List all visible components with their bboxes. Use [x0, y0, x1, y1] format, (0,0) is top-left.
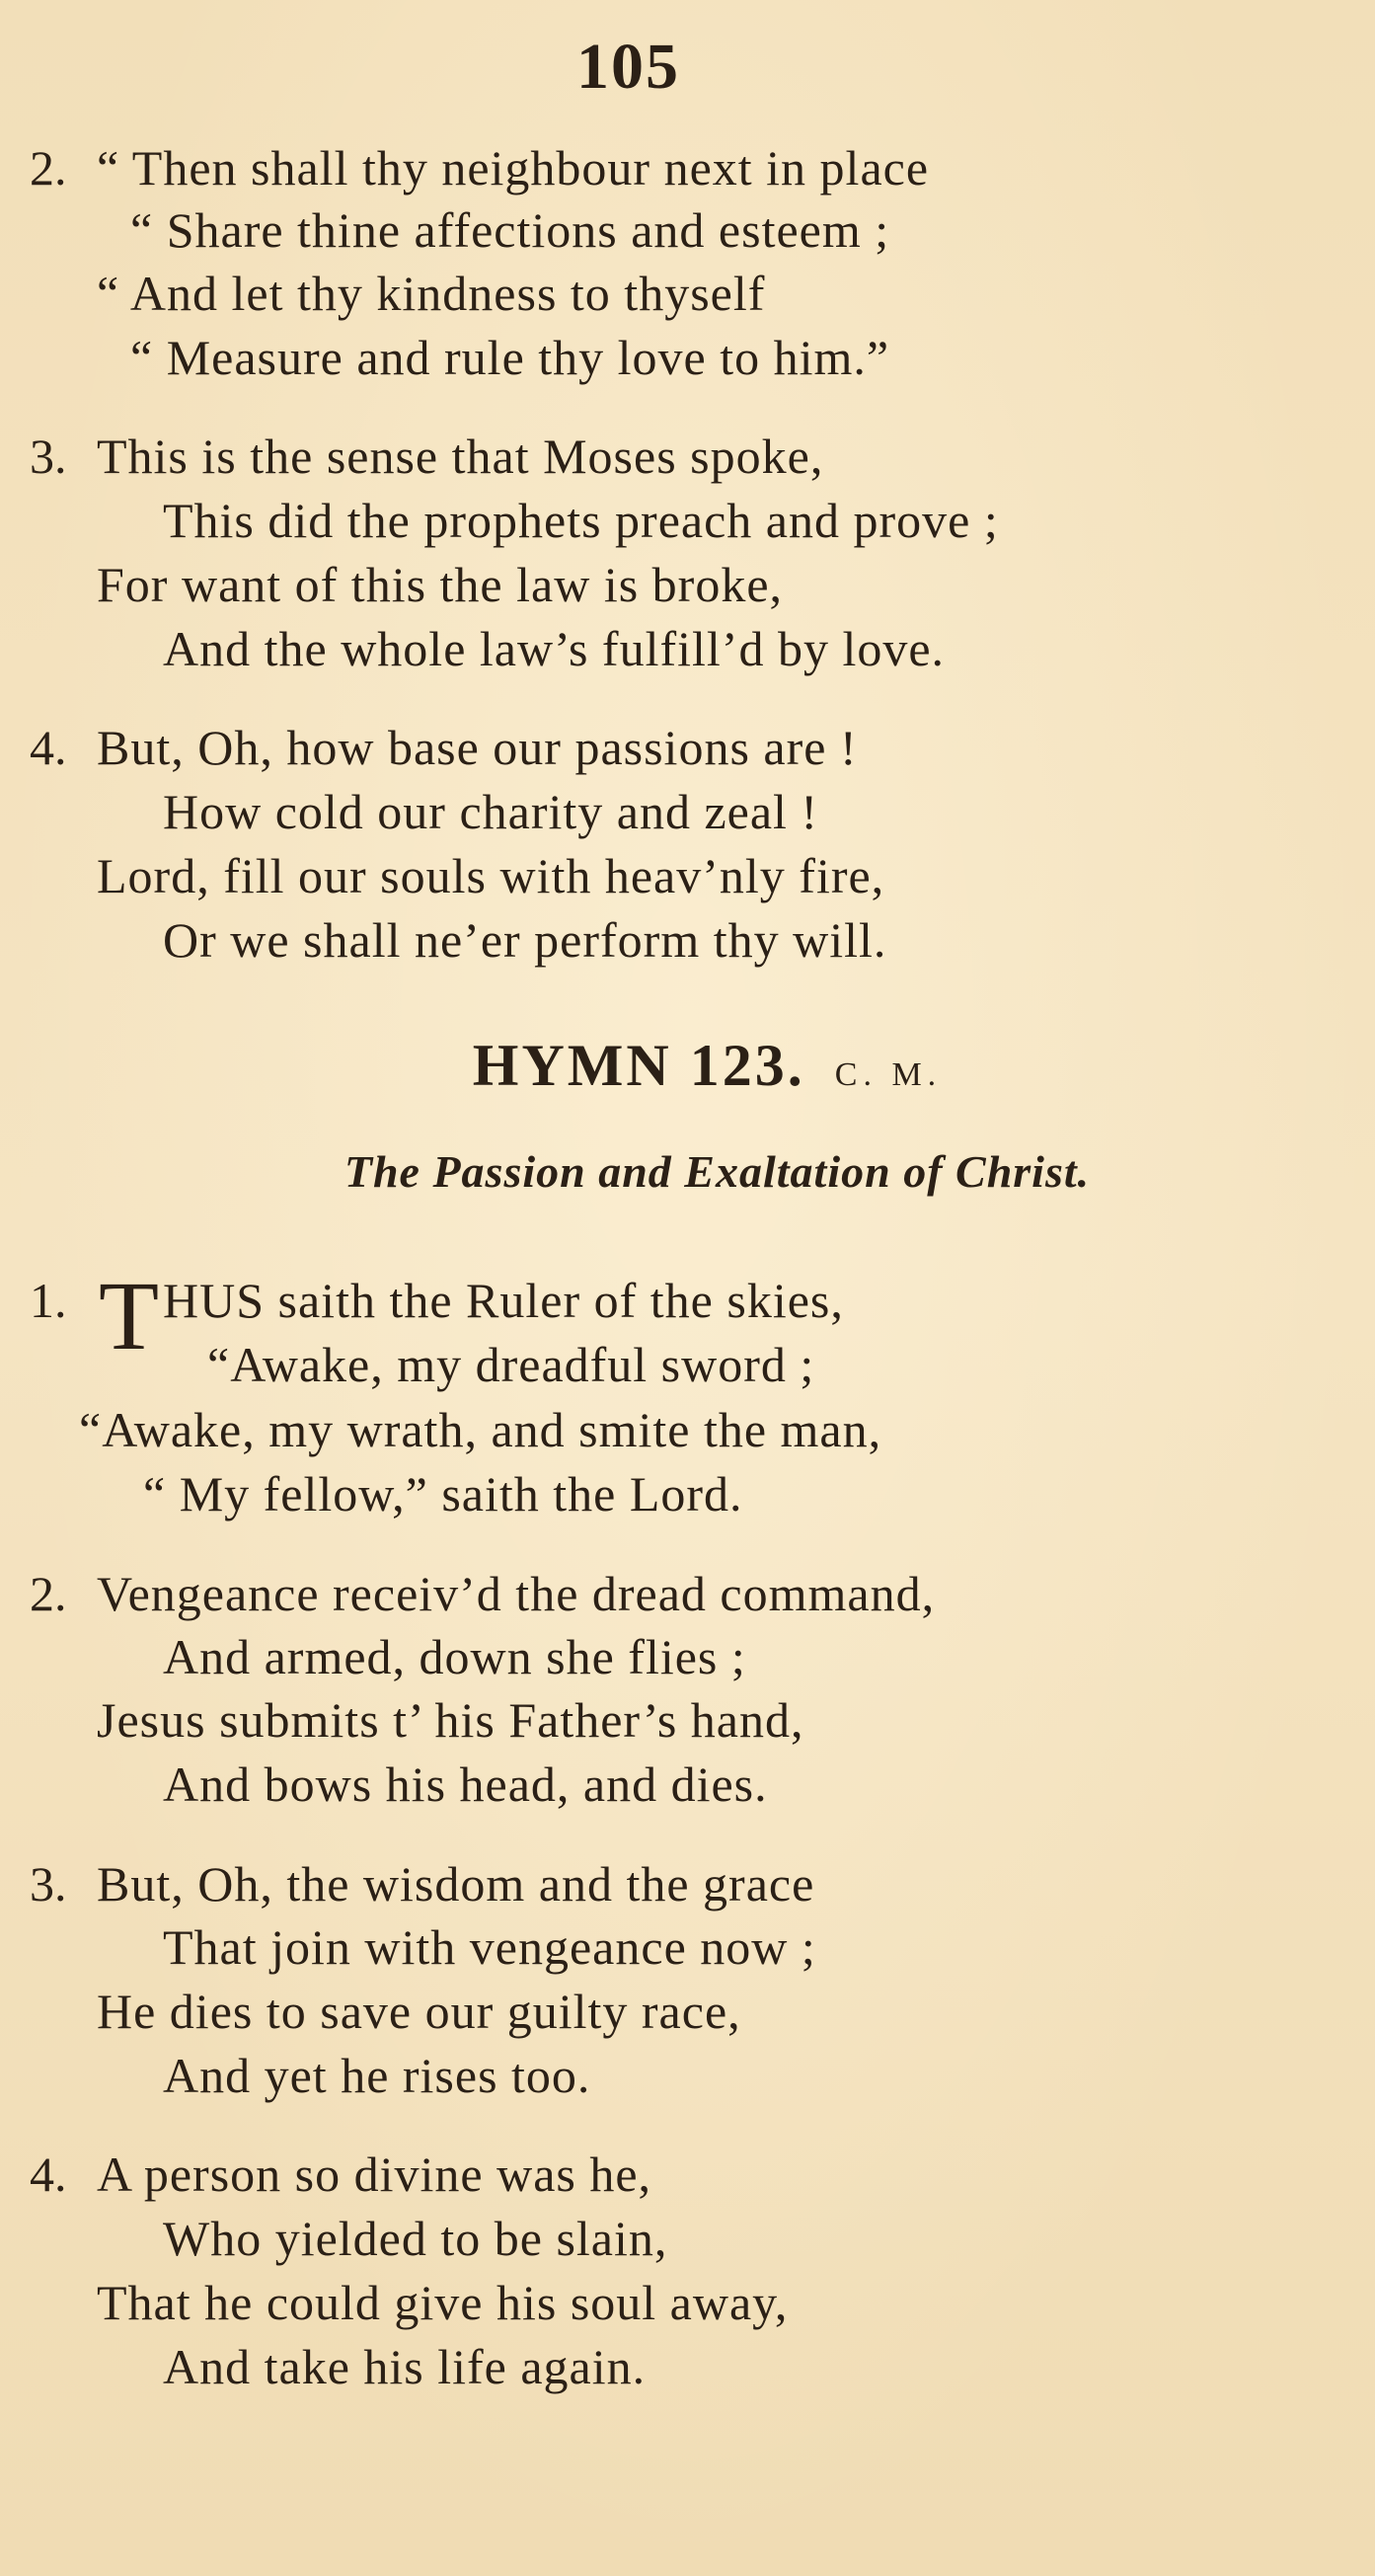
verse-line: Vengeance receiv’d the dread command, [97, 1566, 936, 1621]
verse-line: This is the sense that Moses spoke, [97, 429, 824, 484]
verse-line: For want of this the law is broke, [97, 557, 784, 612]
hymn-heading [20, 1032, 1375, 1100]
verse-line: “ Share thine affections and esteem ; [130, 202, 890, 258]
stanza-number: 2. [30, 140, 67, 195]
verse-line: “ Measure and rule thy love to him.” [130, 330, 890, 385]
verse-line: “Awake, my wrath, and smite the man, [79, 1402, 882, 1457]
verse-line: This did the prophets preach and prove ; [163, 493, 999, 548]
stanza-number: 1. [30, 1273, 67, 1328]
verse-line: That he could give his soul away, [97, 2275, 789, 2330]
drop-cap: T [99, 1261, 160, 1370]
stanza-number: 4. [30, 720, 67, 775]
verse-line: But, Oh, how base our passions are ! [97, 720, 858, 775]
hymn-title: HYMN 123. [472, 1033, 805, 1098]
verse-line: “ My fellow,” saith the Lord. [143, 1466, 743, 1522]
verse-line: That join with vengeance now ; [163, 1919, 816, 1975]
hymn-subtitle: The Passion and Exaltation of Christ. [344, 1146, 1091, 1197]
verse-line: Or we shall ne’er perform thy will. [163, 912, 887, 968]
verse-line: “ And let thy kindness to thyself [97, 266, 766, 321]
verse-line: “ Then shall thy neighbour next in place [97, 140, 930, 195]
verse-line: And bows his head, and dies. [163, 1756, 768, 1812]
verse-line: He dies to save our guilty race, [97, 1984, 741, 2039]
stanza-number: 3. [30, 429, 67, 484]
verse-line: Who yielded to be slain, [163, 2211, 668, 2266]
verse-line: HUS saith the Ruler of the skies, [163, 1273, 844, 1328]
verse-line: And take his life again. [163, 2339, 647, 2394]
verse-line: Lord, fill our souls with heav’nly fire, [97, 848, 885, 903]
stanza-number: 2. [30, 1566, 67, 1621]
verse-line: “Awake, my dreadful sword ; [207, 1337, 815, 1392]
verse-line: And the whole law’s fulfill’d by love. [163, 621, 946, 676]
hymn-metre: C. M. [834, 1056, 943, 1093]
verse-line: But, Oh, the wisdom and the grace [97, 1856, 815, 1912]
stanza-number: 3. [30, 1856, 67, 1912]
verse-line: And yet he rises too. [163, 2048, 591, 2103]
verse-line: A person so divine was he, [97, 2147, 652, 2202]
stanza-number: 4. [30, 2147, 67, 2202]
verse-line: And armed, down she flies ; [163, 1629, 746, 1684]
verse-line: How cold our charity and zeal ! [163, 784, 819, 839]
verse-line: Jesus submits t’ his Father’s hand, [97, 1692, 804, 1748]
page-number: 105 [576, 31, 680, 103]
